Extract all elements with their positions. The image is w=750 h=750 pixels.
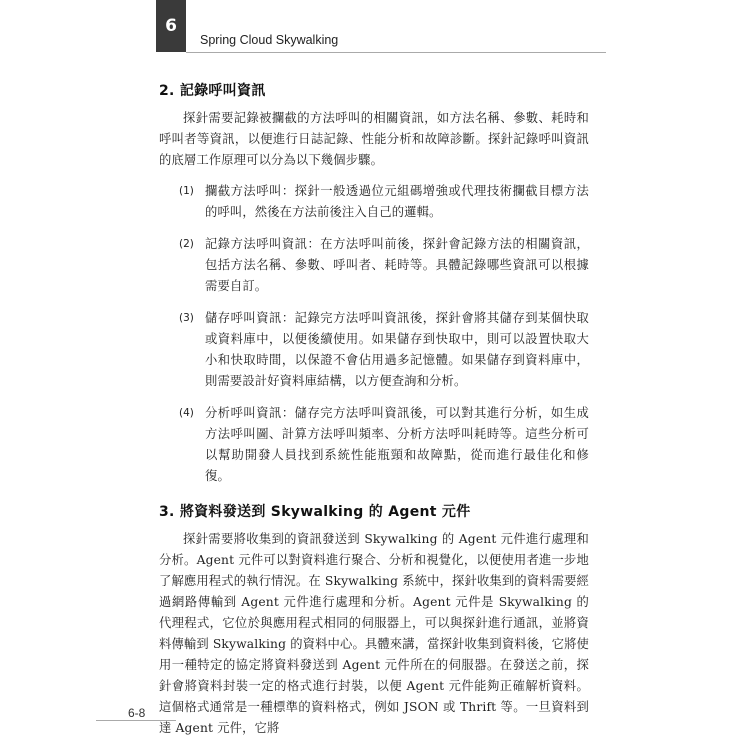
step-item	[179, 234, 589, 297]
step-text: 攔截方法呼叫：探針一般透過位元組碼增強或代理技術攔截目標方法的呼叫，然後在方法前後注入自己的邏輯。	[205, 184, 589, 219]
chapter-number-tab	[156, 0, 186, 52]
step-text: 分析呼叫資訊：儲存完方法呼叫資訊後，可以對其進行分析，如生成方法呼叫圖、計算方法呼叫頻率、分析方法呼叫耗時等。這些分析可以幫助開發人員找到系統性能瓶頸和故障點，從而進行最佳化和修復。	[205, 406, 589, 483]
section-3-heading: 3. 將資料發送到 Skywalking 的 Agent 元件	[159, 504, 471, 520]
step-item	[179, 181, 589, 223]
step-number: (3)	[179, 312, 194, 324]
section-2-intro: 探針需要記錄被攔截的方法呼叫的相關資訊，如方法名稱、參數、耗時和呼叫者等資訊，以便進行日誌記錄、性能分析和故障診斷。探針記錄呼叫資訊的底層工作原理可以分為以下幾個步驟。	[159, 111, 589, 167]
section-3-body: 探針需要將收集到的資訊發送到 Skywalking 的 Agent 元件進行處理和分析。Agent 元件可以對資料進行聚合、分析和視覺化，以便使用者進一步地了解應用程式的執行情況。在 Skywalking 系統中，探針收集到的資料需要經過網路傳輸到 Agent 元件進行處理和分析。Agent 元件是 Skywalking 的代理程式，它位於與應用程式相同的伺服器上，可以與探針進行通訊，並將資料傳輸到 Skywalking 的資料中心。具體來講，當探針收集到資料後，它將使用一種特定的協定將資料發送到 Agent 元件所在的伺服器。在發送之前，探針會將資料封裝一定的格式進行封裝，以便 Agent 元件能夠正確解析資料。這個格式通常是一種標準的資料格式，例如 JSON 或 Thrift 等。一旦資料到達 Agent 元件，它將	[159, 532, 589, 735]
section-2-steps	[159, 181, 589, 487]
footer-divider	[96, 720, 176, 721]
page-content	[159, 80, 589, 739]
header-divider	[186, 52, 606, 53]
step-number: (4)	[179, 407, 194, 419]
step-text: 儲存呼叫資訊：記錄完方法呼叫資訊後，探針會將其儲存到某個快取或資料庫中，以便後續使用。如果儲存到快取中，則可以設置快取大小和快取時間，以保證不會佔用過多記憶體。如果儲存到資料庫中，則需要設計好資料庫結構，以方便查詢和分析。	[205, 311, 589, 388]
step-item	[179, 403, 589, 487]
section-2-heading: 2. 記錄呼叫資訊	[159, 83, 266, 99]
page-number: 6-8	[128, 706, 146, 720]
step-number: (1)	[179, 185, 194, 197]
step-number: (2)	[179, 238, 194, 250]
step-text: 記錄方法呼叫資訊：在方法呼叫前後，探針會記錄方法的相關資訊，包括方法名稱、參數、呼叫者、耗時等。具體記錄哪些資訊可以根據需要自訂。	[205, 237, 589, 293]
chapter-title: Spring Cloud Skywalking	[200, 33, 339, 47]
step-item	[179, 308, 589, 392]
chapter-number: 6	[165, 16, 177, 36]
